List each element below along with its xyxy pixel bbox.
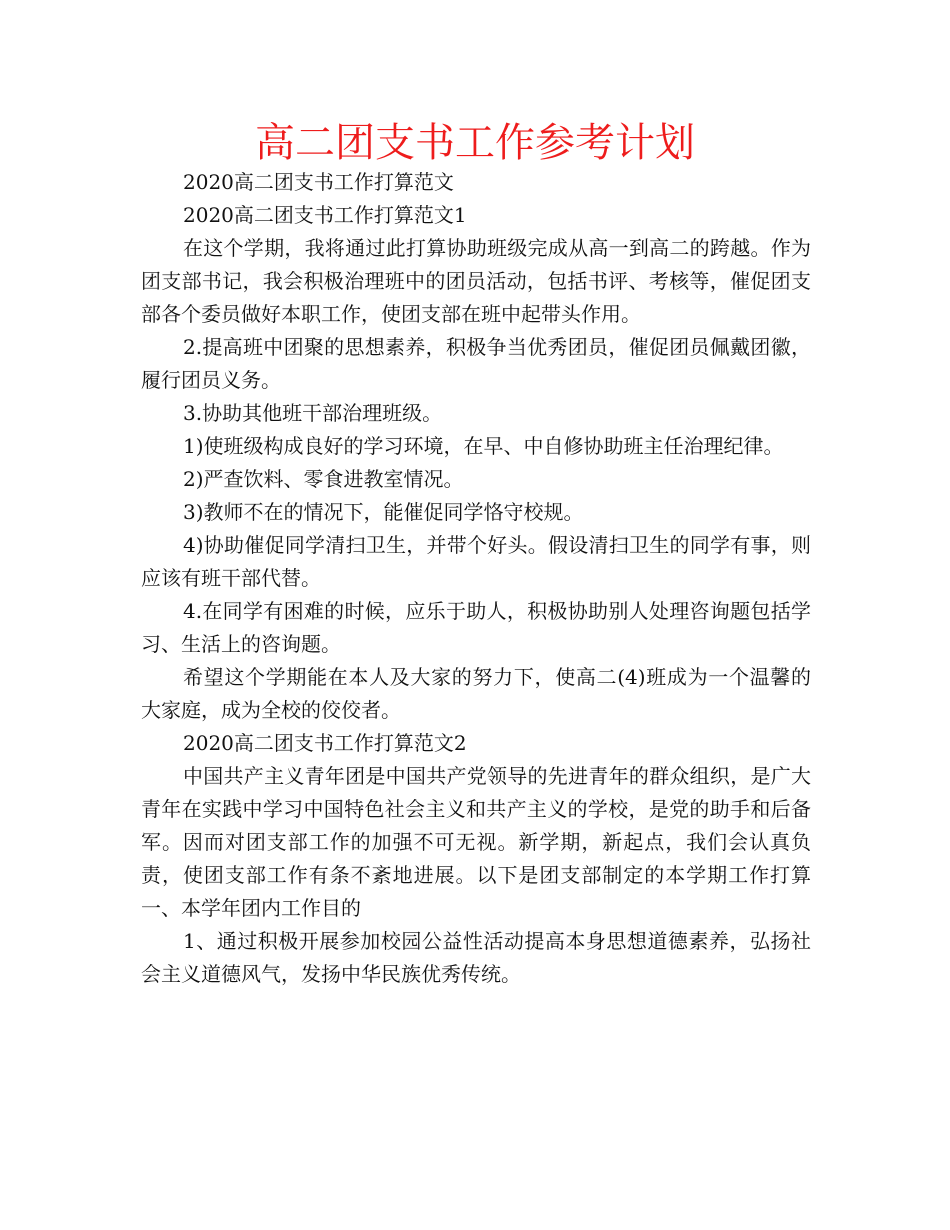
paragraph-item-4: 4.在同学有困难的时候，应乐于助人，积极协助别人处理咨询题包括学习、生活上的咨询题。 — [141, 599, 811, 656]
paragraph-subitem-2: 2)严查饮料、零食进教室情况。 — [183, 467, 464, 491]
paragraph-hope: 希望这个学期能在本人及大家的努力下，使高二(4)班成为一个温馨的大家庭，成为全校的佼佼者。 — [141, 665, 811, 722]
paragraph-heading-sample-1: 2020高二团支书工作打算范文1 — [183, 203, 467, 227]
document-body — [141, 166, 851, 991]
paragraph-heading-main: 2020高二团支书工作打算范文 — [183, 170, 454, 194]
paragraph-league-intro: 中国共产主义青年团是中国共产党领导的先进青年的群众组织，是广大青年在实践中学习中国特色社会主义和共产主义的学校，是党的助手和后备军。因而对团支部工作的加强不可无视。新学期，新起点，我们会认真负责，使团支部工作有条不紊地进展。以下是团支部制定的本学期工作打算 一、本学年团内工作目的 — [141, 764, 851, 920]
paragraph-heading-sample-2: 2020高二团支书工作打算范文2 — [183, 731, 467, 755]
paragraph-subitem-4: 4)协助催促同学清扫卫生，并带个好头。假设清扫卫生的同学有事，则应该有班干部代替。 — [141, 533, 811, 590]
paragraph-item-3: 3.协助其他班干部治理班级。 — [183, 401, 443, 425]
document-title: 高二团支书工作参考计划 — [255, 120, 695, 166]
paragraph-subitem-3: 3)教师不在的情况下，能催促同学恪守校规。 — [183, 500, 584, 524]
paragraph-intro: 在这个学期，我将通过此打算协助班级完成从高一到高二的跨越。作为团支部书记，我会积极治理班中的团员活动，包括书评、考核等，催促团支部各个委员做好本职工作，使团支部在班中起带头作用。 — [141, 236, 811, 326]
paragraph-subitem-1: 1)使班级构成良好的学习环境，在早、中自修协助班主任治理纪律。 — [183, 434, 784, 458]
paragraph-item-2: 2.提高班中团聚的思想素养，积极争当优秀团员，催促团员佩戴团徽，履行团员义务。 — [141, 335, 811, 392]
paragraph-goal-1: 1、通过积极开展参加校园公益性活动提高本身思想道德素养，弘扬社会主义道德风气，发扬中华民族优秀传统。 — [141, 929, 811, 986]
